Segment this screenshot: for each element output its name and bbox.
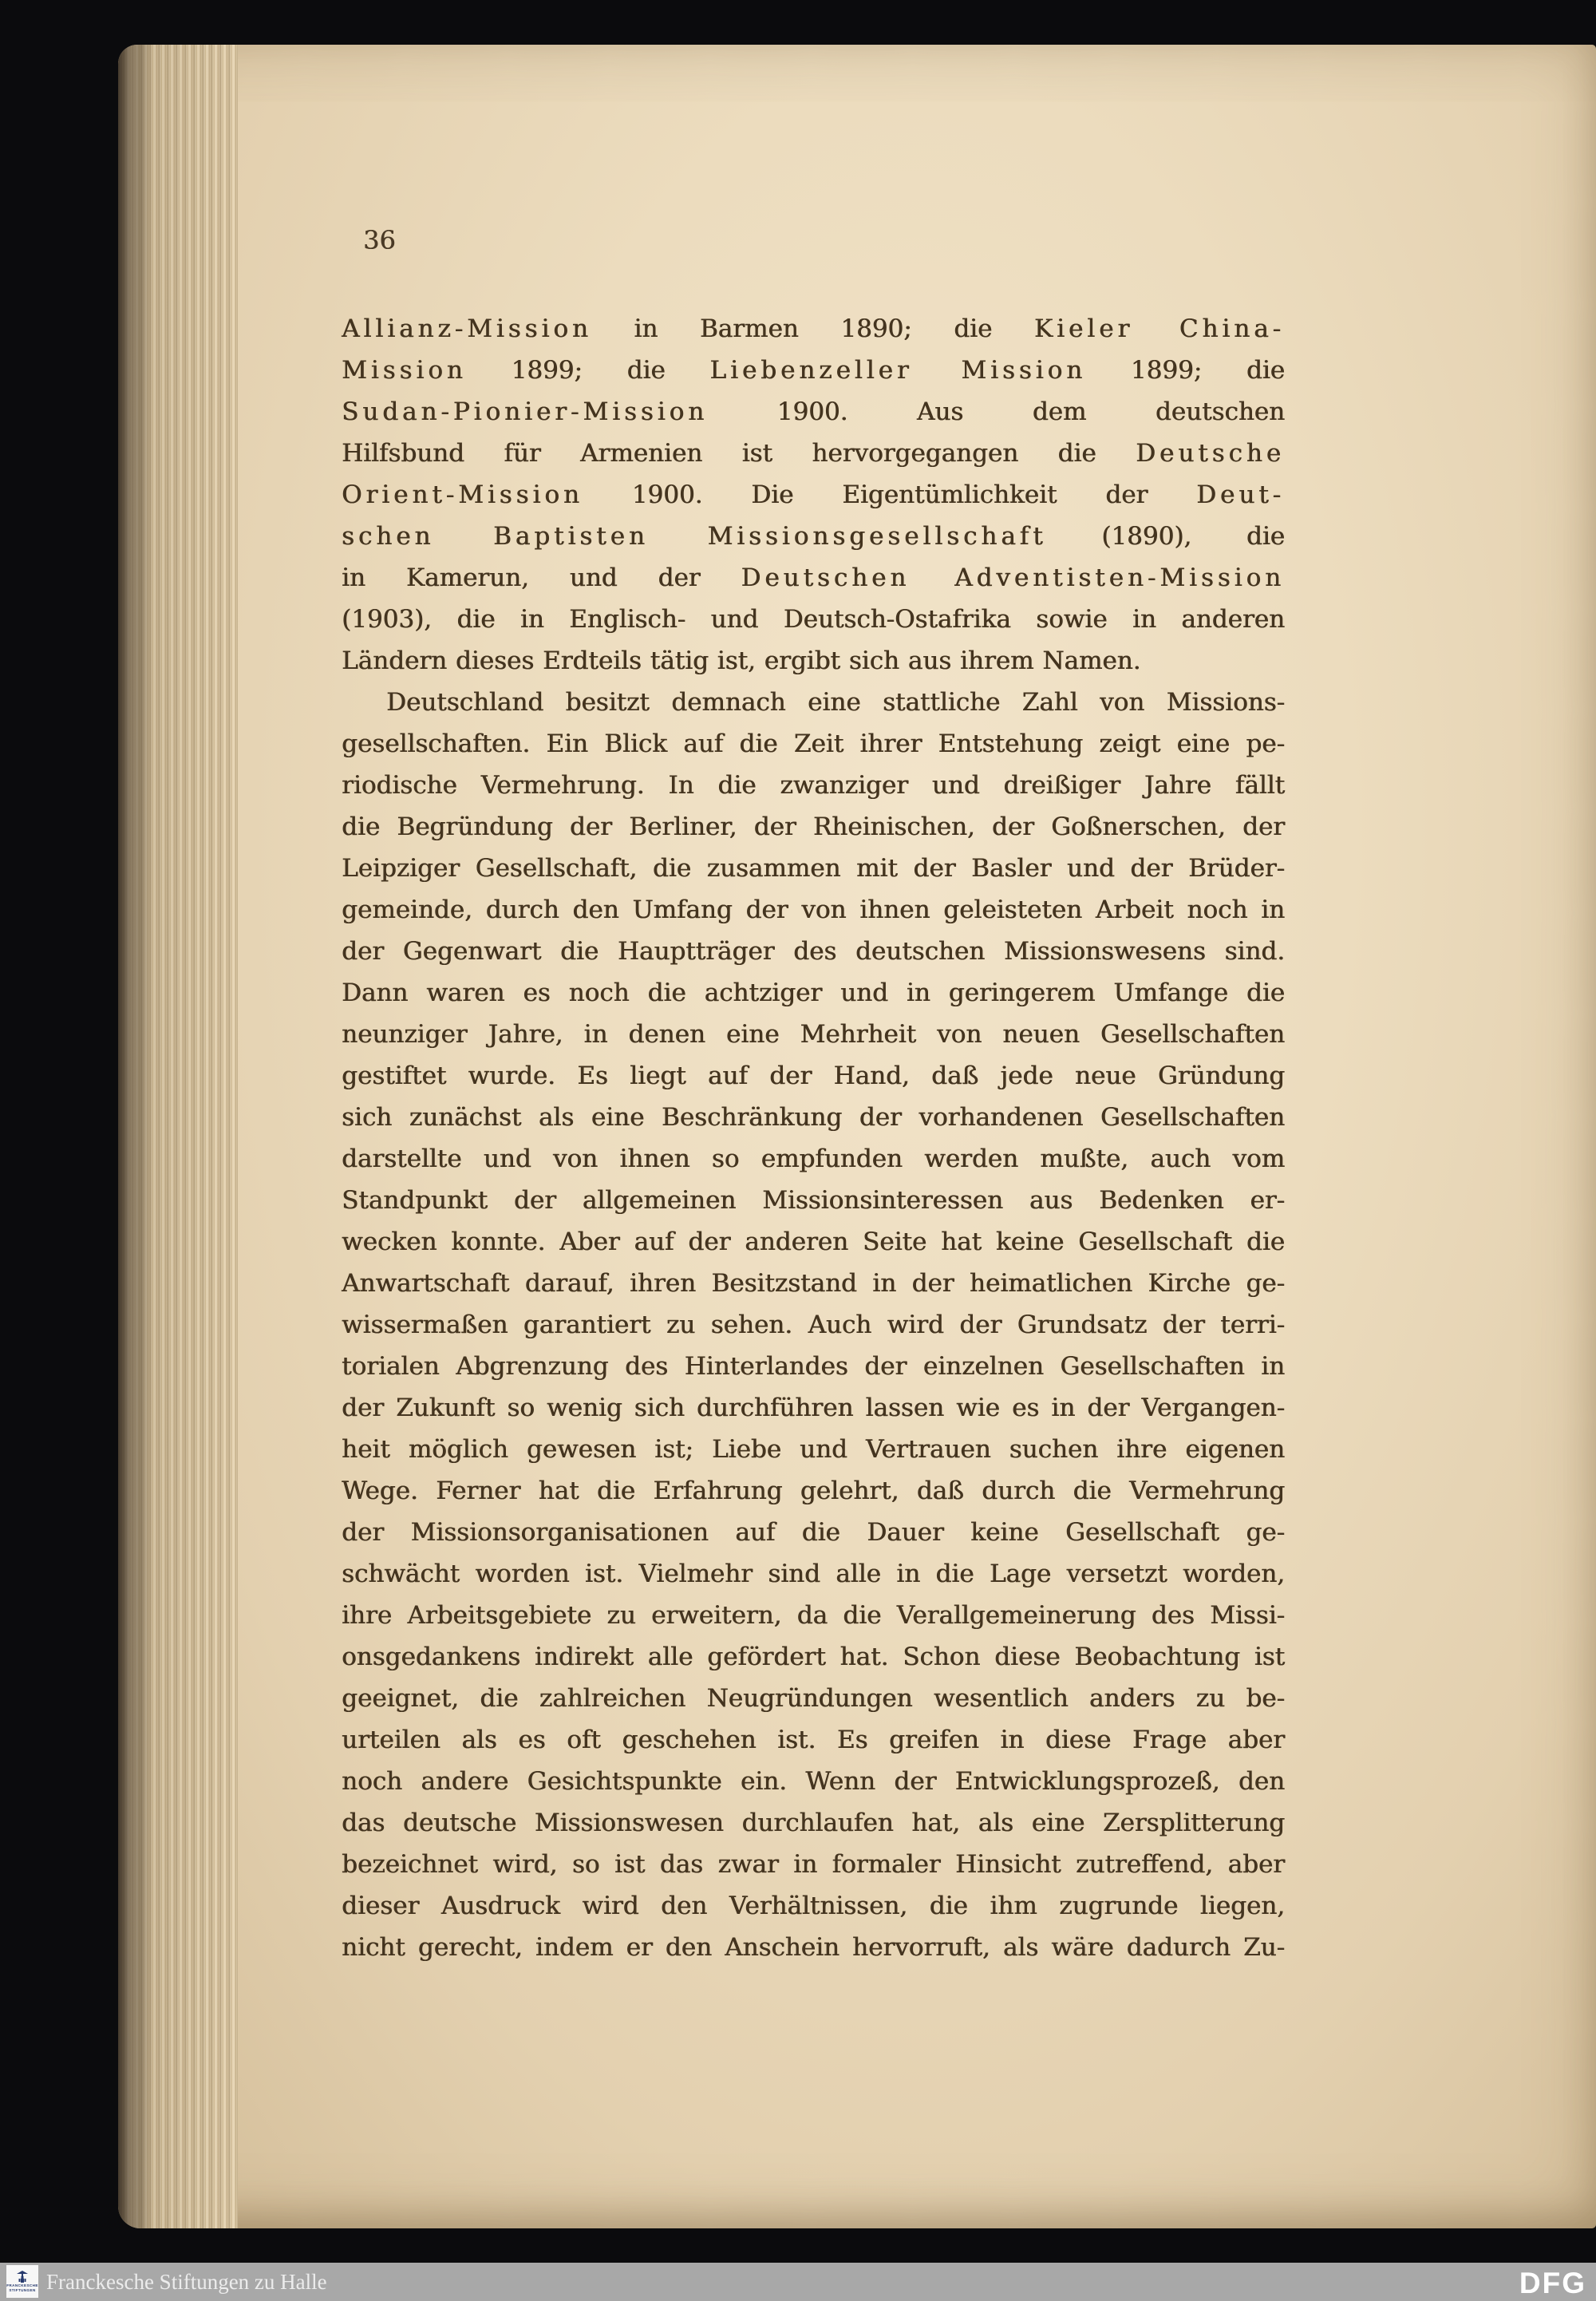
text-line: Ländern dieses Erdteils tätig ist, ergibt sich aus ihrem Namen. xyxy=(342,646,1141,675)
text-line: der Missionsorganisationen auf die Dauer keine Gesellschaft ge- xyxy=(342,1518,1285,1547)
page-edge-stack xyxy=(118,45,238,2228)
text-line: (1903), die in Englisch- und Deutsch-Ostafrika sowie in anderen xyxy=(342,605,1285,634)
text-line: Anwartschaft darauf, ihren Besitzstand in der heimatlichen Kirche ge- xyxy=(342,1269,1285,1298)
text-line: wecken konnte. Aber auf der anderen Seite hat keine Gesellschaft die xyxy=(342,1228,1285,1256)
text-line: noch andere Gesichtspunkte ein. Wenn der Entwicklungsprozeß, den xyxy=(342,1767,1285,1796)
text-line: riodische Vermehrung. In die zwanziger und dreißiger Jahre fällt xyxy=(342,771,1285,800)
text-line: neunziger Jahre, in denen eine Mehrheit von neuen Gesellschaften xyxy=(342,1020,1285,1049)
text-line: die Begründung der Berliner, der Rheinischen, der Goßnerschen, der xyxy=(342,812,1285,841)
text-line: wissermaßen garantiert zu sehen. Auch wird der Grundsatz der terri- xyxy=(342,1311,1285,1339)
text-line: in Kamerun, und der Deutschen Adventisten-Mission xyxy=(342,563,1285,592)
library-emblem-icon xyxy=(16,2271,29,2283)
text-line: Standpunkt der allgemeinen Missionsinteressen aus Bedenken er- xyxy=(342,1186,1285,1215)
library-logo-text-line1: FRANCKESCHE xyxy=(6,2283,38,2287)
text-line: Sudan-Pionier-Mission 1900. Aus dem deutschen xyxy=(342,397,1285,426)
text-line: Hilfsbund für Armenien ist hervorgegangen die Deutsche xyxy=(342,439,1285,468)
text-line: schwächt worden ist. Vielmehr sind alle in die Lage versetzt worden, xyxy=(342,1560,1285,1588)
text-line: gestiftet wurde. Es liegt auf der Hand, daß jede neue Gründung xyxy=(342,1062,1285,1090)
text-line: Dann waren es noch die achtziger und in geringerem Umfange die xyxy=(342,979,1285,1007)
library-logo-text-line2: STIFTUNGEN xyxy=(9,2288,36,2292)
text-line: der Gegenwart die Hauptträger des deutschen Missionswesens sind. xyxy=(342,937,1285,966)
dfg-logo: DFG xyxy=(1519,2267,1586,2299)
library-name: Franckesche Stiftungen zu Halle xyxy=(46,2270,327,2294)
text-line: nicht gerecht, indem er den Anschein hervorruft, als wäre dadurch Zu- xyxy=(342,1933,1285,1962)
text-line: gemeinde, durch den Umfang der von ihnen geleisteten Arbeit noch in xyxy=(342,895,1285,924)
text-line: urteilen als es oft geschehen ist. Es greifen in diese Frage aber xyxy=(342,1726,1285,1754)
footer-bar xyxy=(0,2263,1596,2301)
text-line: Wege. Ferner hat die Erfahrung gelehrt, daß durch die Vermehrung xyxy=(342,1477,1285,1505)
text-line: Leipziger Gesellschaft, die zusammen mit der Basler und der Brüder- xyxy=(342,854,1285,883)
text-line: onsgedankens indirekt alle gefördert hat. Schon diese Beobachtung ist xyxy=(342,1643,1285,1671)
text-line: das deutsche Missionswesen durchlaufen hat, als eine Zersplitterung xyxy=(342,1809,1285,1837)
text-line: Mission 1899; die Liebenzeller Mission 1899; die xyxy=(342,356,1285,385)
text-line: geeignet, die zahlreichen Neugründungen wesentlich anders zu be- xyxy=(342,1684,1285,1713)
text-line: Allianz-Mission in Barmen 1890; die Kieler China- xyxy=(342,314,1285,343)
text-line: heit möglich gewesen ist; Liebe und Vertrauen suchen ihre eigenen xyxy=(342,1435,1285,1464)
text-line: Deutschland besitzt demnach eine stattliche Zahl von Missions- xyxy=(386,688,1285,717)
text-line: Orient-Mission 1900. Die Eigentümlichkeit der Deut- xyxy=(342,480,1285,509)
text-line: torialen Abgrenzung des Hinterlandes der einzelnen Gesellschaften in xyxy=(342,1352,1285,1381)
page-number: 36 xyxy=(363,225,396,255)
book-page xyxy=(118,45,1596,2228)
text-line: schen Baptisten Missionsgesellschaft (1890), die xyxy=(342,522,1285,551)
text-line: bezeichnet wird, so ist das zwar in formaler Hinsicht zutreffend, aber xyxy=(342,1850,1285,1879)
text-line: sich zunächst als eine Beschränkung der vorhandenen Gesellschaften xyxy=(342,1103,1285,1132)
text-line: gesellschaften. Ein Blick auf die Zeit ihrer Entstehung zeigt eine pe- xyxy=(342,729,1285,758)
text-line: darstellte und von ihnen so empfunden werden mußte, auch vom xyxy=(342,1145,1285,1173)
library-logo xyxy=(6,2265,38,2298)
text-line: ihre Arbeitsgebiete zu erweitern, da die Verallgemeinerung des Missi- xyxy=(342,1601,1285,1630)
text-line: dieser Ausdruck wird den Verhältnissen, die ihm zugrunde liegen, xyxy=(342,1892,1285,1920)
text-block xyxy=(342,308,1285,1968)
text-line: der Zukunft so wenig sich durchführen lassen wie es in der Vergangen- xyxy=(342,1394,1285,1422)
